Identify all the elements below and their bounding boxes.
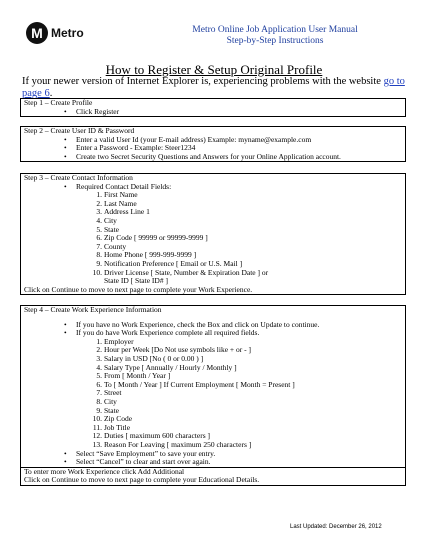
step2-list [24,136,402,162]
manual-title-line2: Step-by-Step Instructions [226,36,324,46]
step4-field: 13. Reason For Leaving [ maximum 250 characters ] [92,439,252,449]
step1-bullet-1: • Click Register [76,108,402,117]
step3-field: 10. Driver License [ State, Number & Expiration Date ] or [92,267,269,277]
metro-logo-text: Metro [51,26,84,40]
step3-field: 2. Last Name [96,198,137,208]
step4-continue-text: Click on Continue to move to next page to complete your Educational Details. [24,475,260,485]
step3-title: Step 3 – Create Contact Information [24,173,133,182]
metro-logo-icon: M [26,22,48,44]
step4-field: 7. Street [96,388,122,398]
step4-bullet-2: • If you do have Work Experience complete all required fields. [76,329,402,338]
step3-field: 8. Home Phone [ 999-999-9999 ] [96,250,197,260]
step4-bullet-4: • Select “Cancel” to clear and start over again. [76,458,402,467]
step3-field: 7. County [96,241,127,251]
step4-field: 10. Zip Code [92,414,133,424]
step3-field: 1. First Name [96,190,138,200]
step4-list-top [24,321,402,338]
step2-bullet-1: • Enter a valid User Id (your E-mail address) Example: myname@example.com [76,136,402,145]
step4-field: 5. From [ Month / Year ] [96,371,171,381]
step4-field: 9. State [96,405,119,415]
step4-field: 1. Employer [96,336,134,346]
metro-logo [26,22,84,44]
step4-field: 4. Salary Type [ Annually / Hourly / Monthly ] [96,362,237,372]
step1-title: Step 1 – Create Profile [24,98,93,107]
last-updated: Last Updated: December 26, 2012 [290,524,382,530]
step2-box [20,126,406,162]
step3-field: 5. State [96,224,119,234]
step4-bullet-3: • Select “Save Employment” to save your entry. [76,450,402,459]
step4-fields [24,338,402,450]
step4-field: 11. Job Title [92,422,131,432]
step4-field: 6. To [ Month / Year ] If Current Employment [ Month = Present ] [96,379,295,389]
step3-fields [24,191,402,286]
step3-bullet: • Required Contact Detail Fields: [76,183,402,192]
step4-field: 8. City [96,396,117,406]
step3-field-continued: State ID [ State ID# ] [104,276,168,286]
step2-bullet-2: • Enter a Password - Example: Steer1234 [76,144,402,153]
step2-bullet-3: • Create two Secret Security Questions and Answers for your Online Application account. [76,153,402,162]
page-title: How to Register & Setup Original Profile [105,62,323,77]
step4-box [20,305,406,486]
step4-field: 2. Hour per Week [Do Not use symbols like + or - ] [96,345,252,355]
step3-list [24,183,402,192]
step4-list-bottom [24,450,402,467]
go-to-page-link[interactable]: go to page 6 [22,76,405,99]
step2-title: Step 2 – Create User ID & Password [24,126,135,135]
intro-text: If your newer version of Internet Explorer is, experiencing problems with the website [22,76,384,87]
step1-list [24,108,402,117]
intro-end: . [49,88,53,99]
step4-add-more-text: To enter more Work Experience click Add Additional [21,467,405,477]
step4-field: 3. Salary in USD [No ( 0 or 0.00 ) ] [96,353,204,363]
manual-title-line1: Metro Online Job Application User Manual [192,25,358,35]
step4-bullet-1: • If you have no Work Experience, check the Box and click on Update to continue. [76,321,402,330]
step4-title: Step 4 – Create Work Experience Information [24,305,162,314]
step3-box [20,173,406,295]
step3-field: 4. City [96,215,117,225]
step3-continue-text: Click on Continue to move to next page to complete your Work Experience. [24,284,253,294]
step3-field: 9. Notification Preference [ Email or U.S. Mail ] [96,258,243,268]
manual-title [170,25,380,47]
page-header [0,0,428,60]
step3-field: 3. Address Line 1 [96,207,150,217]
step4-field: 12. Duties [ maximum 600 characters ] [92,431,211,441]
step3-field: 6. Zip Code [ 99999 or 99999-9999 ] [96,233,208,243]
step1-box [20,98,406,117]
intro-paragraph [22,76,412,100]
